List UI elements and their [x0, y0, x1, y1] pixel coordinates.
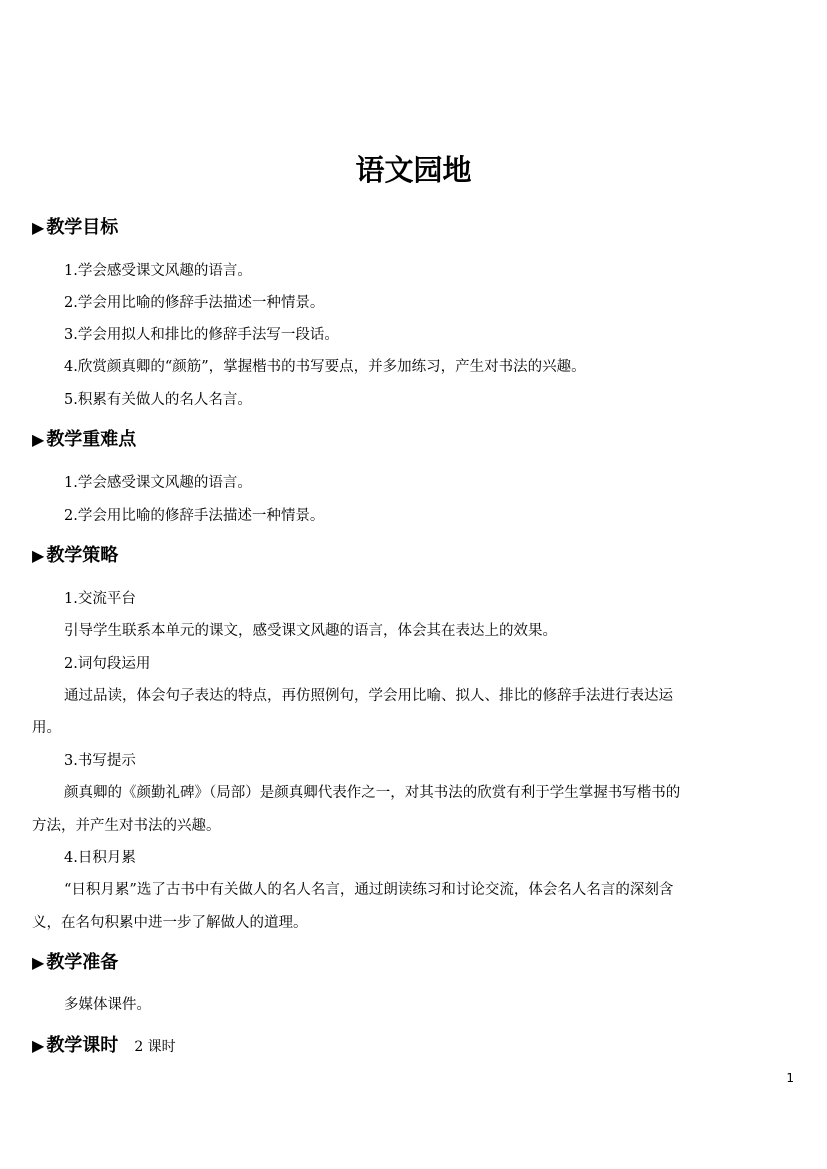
hours-value: 2 课时: [134, 1039, 176, 1055]
objective-item: 5.积累有关做人的名人名言。: [64, 392, 252, 408]
strategy-paragraph-continued: 用。: [32, 720, 61, 736]
section-heading-objectives: [32, 216, 118, 240]
strategy-subtitle: 4.日积月累: [64, 850, 136, 866]
section-heading-label: 教学策略: [46, 545, 119, 566]
triangle-bullet-icon: ▶: [32, 953, 45, 972]
strategy-paragraph: 通过品读，体会句子表达的特点，再仿照例句，学会用比喻、拟人、排比的修辞手法进行表达运: [64, 688, 673, 704]
preparation-text: 多媒体课件。: [64, 997, 151, 1013]
strategy-paragraph: 颜真卿的《颜勤礼碑》（局部）是颜真卿代表作之一，对其书法的欣赏有利于学生掌握书写楷书的: [64, 785, 681, 801]
strategy-subtitle: 3.书写提示: [64, 753, 136, 769]
objective-item: 4.欣赏颜真卿的“颜筋”，掌握楷书的书写要点，并多加练习，产生对书法的兴趣。: [64, 359, 586, 375]
triangle-bullet-icon: ▶: [32, 430, 45, 449]
section-heading-key-points: [32, 428, 136, 452]
objective-item: 1.学会感受课文风趣的语言。: [64, 263, 252, 279]
key-point-item: 1.学会感受课文风趣的语言。: [64, 475, 252, 491]
triangle-bullet-icon: ▶: [32, 1036, 45, 1055]
key-point-item: 2.学会用比喻的修辞手法描述一种情景。: [64, 508, 325, 524]
strategy-subtitle: 2.词句段运用: [64, 656, 151, 672]
objective-item: 2.学会用比喻的修辞手法描述一种情景。: [64, 295, 325, 311]
section-heading-label: 教学课时: [46, 1035, 119, 1056]
section-heading-hours: [32, 1034, 176, 1059]
triangle-bullet-icon: ▶: [32, 218, 45, 237]
strategy-paragraph-continued: 义，在名句积累中进一步了解做人的道理。: [32, 915, 308, 931]
section-heading-strategy: [32, 544, 118, 568]
triangle-bullet-icon: ▶: [32, 546, 45, 565]
strategy-paragraph: 引导学生联系本单元的课文，感受课文风趣的语言，体会其在表达上的效果。: [64, 623, 557, 639]
strategy-paragraph-continued: 方法，并产生对书法的兴趣。: [32, 818, 221, 834]
page-number: 1: [786, 1071, 794, 1085]
document-title: 语文园地: [355, 153, 472, 187]
section-heading-label: 教学重难点: [46, 429, 137, 450]
section-heading-label: 教学目标: [46, 217, 119, 238]
section-heading-label: 教学准备: [46, 952, 119, 973]
section-heading-preparation: [32, 951, 118, 975]
strategy-paragraph: “日积月累”选了古书中有关做人的名人名言，通过朗读练习和讨论交流，体会名人名言的深刻含: [64, 882, 674, 898]
objective-item: 3.学会用拟人和排比的修辞手法写一段话。: [64, 327, 339, 343]
strategy-subtitle: 1.交流平台: [64, 591, 136, 607]
